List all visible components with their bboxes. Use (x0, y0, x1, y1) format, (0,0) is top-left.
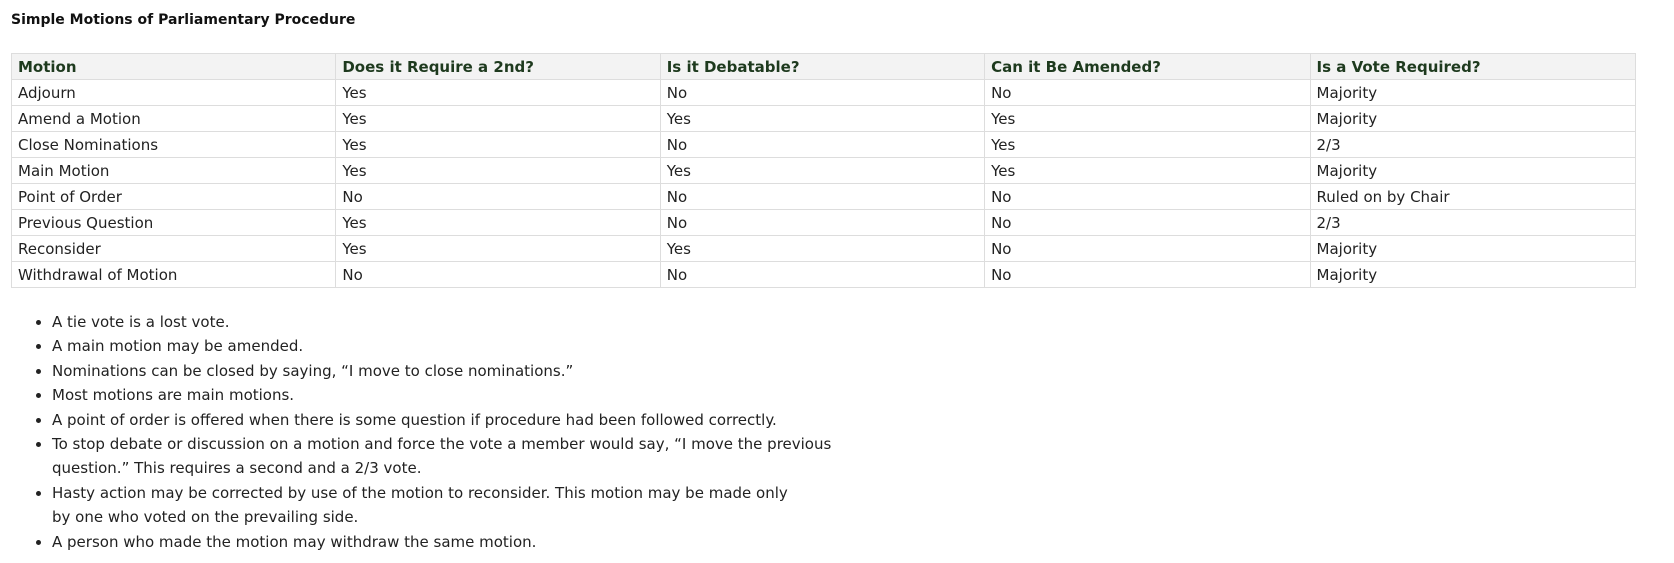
cell-debatable: No (660, 210, 984, 236)
cell-second: Yes (336, 80, 660, 106)
cell-vote: 2/3 (1310, 210, 1635, 236)
cell-vote: Majority (1310, 106, 1635, 132)
cell-amendable: No (985, 184, 1310, 210)
table-row (12, 80, 1636, 106)
cell-amendable: No (985, 262, 1310, 288)
list-item-line: • A tie vote is a lost vote. (52, 313, 230, 331)
cell-debatable: No (660, 262, 984, 288)
list-item-line: • A point of order is offered when there is some question if procedure had been followed correctly. (52, 410, 777, 429)
cell-debatable: Yes (660, 158, 984, 184)
cell-vote: 2/3 (1310, 132, 1635, 158)
cell-second: Yes (336, 210, 660, 236)
cell-vote: Majority (1310, 262, 1635, 288)
cell-second: Yes (336, 132, 660, 158)
cell-second: Yes (336, 158, 660, 184)
cell-motion: Close Nominations (12, 132, 336, 158)
cell-amendable: No (985, 80, 1310, 106)
cell-debatable: No (660, 80, 984, 106)
cell-motion: Withdrawal of Motion (12, 262, 336, 288)
list-item-line: by one who voted on the prevailing side. (52, 508, 359, 527)
page-title: Simple Motions of Parliamentary Procedure (11, 12, 356, 28)
table-row (12, 184, 1636, 210)
cell-amendable: No (985, 210, 1310, 236)
table-row (12, 236, 1636, 262)
table-row (12, 158, 1636, 184)
list-item-line: • To stop debate or discussion on a motion and force the vote a member would say, “I move the previous (52, 435, 832, 454)
column-header-vote: Is a Vote Required? (1310, 54, 1635, 80)
cell-vote: Majority (1310, 80, 1635, 106)
notes-list (32, 310, 932, 554)
column-header-amendable: Can it Be Amended? (985, 54, 1310, 80)
list-item (52, 383, 932, 407)
list-item-line: • A person who made the motion may withdraw the same motion. (52, 532, 537, 551)
cell-amendable: Yes (985, 158, 1310, 184)
list-item (52, 359, 932, 383)
list-item-line: • Nominations can be closed by saying, “I move to close nominations.” (52, 361, 574, 380)
cell-vote: Ruled on by Chair (1310, 184, 1635, 210)
cell-second: No (336, 262, 660, 288)
table-row (12, 210, 1636, 236)
cell-debatable: Yes (660, 106, 984, 132)
cell-motion: Amend a Motion (12, 106, 336, 132)
cell-debatable: No (660, 132, 984, 158)
table-row (12, 106, 1636, 132)
cell-second: Yes (336, 236, 660, 262)
cell-vote: Majority (1310, 236, 1635, 262)
table-row (12, 262, 1636, 288)
cell-motion: Point of Order (12, 184, 336, 210)
motions-table (11, 53, 1636, 288)
table-row (12, 132, 1636, 158)
table-body (12, 80, 1636, 288)
list-item-line: • A main motion may be amended. (52, 337, 304, 356)
column-header-motion: Motion (12, 54, 336, 80)
list-item-line: • Hasty action may be corrected by use of the motion to reconsider. This motion may be made only (52, 483, 788, 502)
cell-second: Yes (336, 106, 660, 132)
cell-motion: Main Motion (12, 158, 336, 184)
list-item (52, 530, 932, 554)
cell-amendable: Yes (985, 132, 1310, 158)
list-item (52, 334, 932, 358)
list-item-line: • Most motions are main motions. (52, 386, 295, 405)
column-header-debatable: Is it Debatable? (660, 54, 984, 80)
list-item (52, 408, 932, 432)
cell-debatable: No (660, 184, 984, 210)
cell-motion: Reconsider (12, 236, 336, 262)
cell-vote: Majority (1310, 158, 1635, 184)
list-item (52, 481, 932, 530)
table-header-row (12, 54, 1636, 80)
cell-amendable: No (985, 236, 1310, 262)
cell-amendable: Yes (985, 106, 1310, 132)
column-header-second: Does it Require a 2nd? (336, 54, 660, 80)
cell-second: No (336, 184, 660, 210)
cell-debatable: Yes (660, 236, 984, 262)
cell-motion: Adjourn (12, 80, 336, 106)
cell-motion: Previous Question (12, 210, 336, 236)
list-item (52, 310, 932, 334)
list-item-line: question.” This requires a second and a 2/3 vote. (52, 459, 422, 478)
list-item (52, 432, 932, 481)
